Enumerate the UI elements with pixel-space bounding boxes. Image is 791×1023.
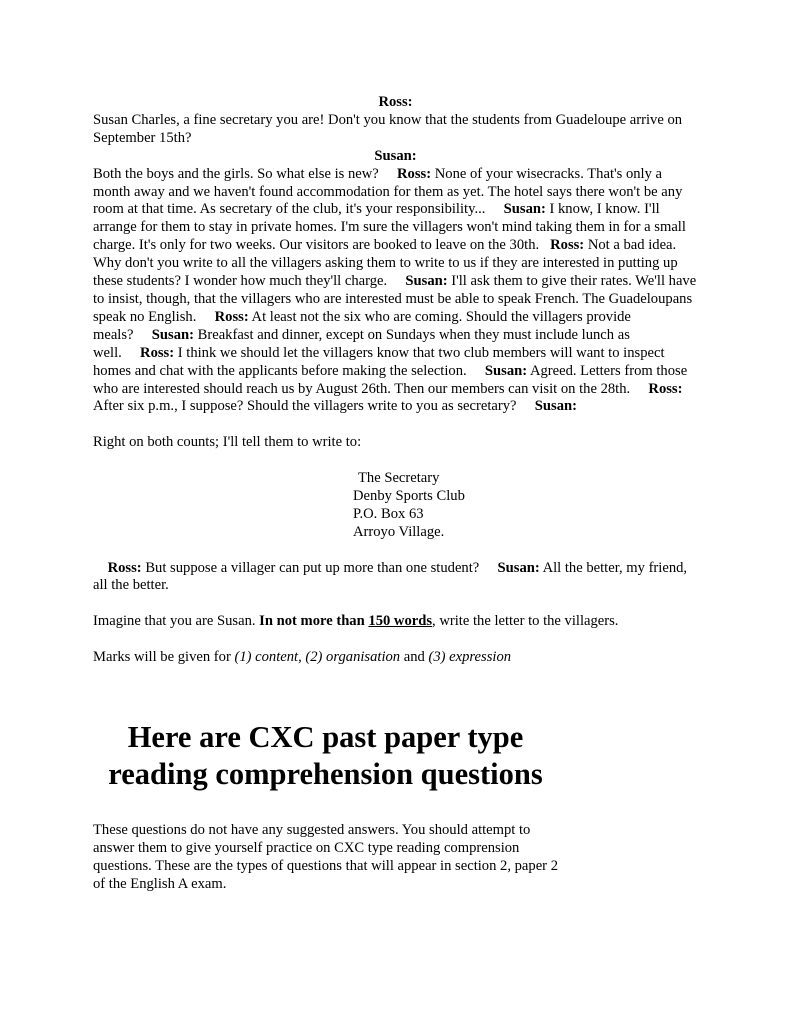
address-line: Arroyo Village. <box>353 523 445 540</box>
dialog-text: Not a bad idea. Why don't you write to all the villagers asking them to write to us if they are interested in putting up these students? I wonder how much they'll charge. <box>93 237 678 290</box>
intro-paragraph: These questions do not have any suggested answers. You should attempt to answer them to give yourself practice on CXC type reading comprension questions. These are the types of questions that will appear in section 2, paper 2 of the English A exam. <box>93 821 558 892</box>
speaker-label-ross: Ross: <box>378 94 413 110</box>
marks-text: and <box>403 649 425 666</box>
dialog-text: But suppose a villager can put up more than one student? <box>145 559 480 576</box>
speaker-label-susan: Susan: <box>374 147 417 164</box>
marks-criteria: (3) expression <box>428 649 512 666</box>
dialog-text: I think we should let the villagers know that two club members will want to inspect homes and chat with the applicants before making the selection. <box>93 344 665 379</box>
dialog-paragraph <box>93 166 698 417</box>
address-line: The Secretary <box>358 470 440 486</box>
speaker-ross: Ross: <box>140 344 175 361</box>
dialog-line-susan: Right on both counts; I'll tell them to write to: <box>93 434 362 451</box>
section-heading <box>93 719 698 793</box>
speaker-susan: Susan: <box>151 326 194 343</box>
dialog-text: None of your wisecracks. That's only a month away and we haven't found accommodation for them as yet. The hotel says there won't be any room at that time. As secretary of the club, it's your responsibility... <box>93 165 683 218</box>
speaker-susan: Susan: <box>534 398 577 415</box>
marks-criteria: (1) content, (2) organisation <box>234 649 401 666</box>
task-text: , write the letter to the villagers. <box>432 613 619 630</box>
address-block <box>353 470 698 542</box>
dialog-text: At least not the six who are coming. Should the villagers provide meals? <box>93 308 631 343</box>
speaker-ross: Ross: <box>214 308 249 325</box>
document-page <box>93 94 698 894</box>
dialog-text: Breakfast and dinner, except on Sundays when they must include lunch as well. <box>93 326 630 361</box>
speaker-ross: Ross: <box>107 559 142 576</box>
dialog-line-ross: Susan Charles, a fine secretary you are! Don't you know that the students from Guadeloupe arrive on September 15th? <box>93 111 683 146</box>
speaker-ross: Ross: <box>648 380 683 397</box>
marks-text: Marks will be given for <box>93 649 231 666</box>
address-line: Denby Sports Club <box>353 487 465 504</box>
speaker-ross: Ross: <box>550 237 585 254</box>
speaker-susan: Susan: <box>497 559 540 576</box>
speaker-susan: Susan: <box>484 362 528 379</box>
dialog-text: I'll ask them to give their rates. We'll have to insist, though, that the villagers who are interested must be able to speak French. The Guadeloupans speak no English. <box>93 273 697 325</box>
speaker-ross: Ross: <box>397 165 432 182</box>
task-text: Imagine that you are Susan. <box>93 613 256 630</box>
task-bold-text: In not more than <box>259 613 365 630</box>
heading-line: Here are CXC past paper type <box>127 719 524 754</box>
dialog-text: After six p.m., I suppose? Should the villagers write to you as secretary? <box>93 398 517 415</box>
speaker-susan: Susan: <box>405 273 448 290</box>
address-line: P.O. Box 63 <box>353 505 424 522</box>
dialog-text: All the better, my friend, all the better. <box>93 559 688 594</box>
dialog-paragraph-final <box>93 560 698 596</box>
word-limit: 150 words <box>368 613 433 630</box>
dialog-text: I know, I know. I'll arrange for them to stay in private homes. I'm sure the villagers won't mind taking them in for a small charge. It's only for two weeks. Our visitors are booked to leave on the 30th. <box>93 201 686 254</box>
dialog-text: Agreed. Letters from those who are interested should reach us by August 26th. Then our members can visit on the 28th. <box>93 362 688 397</box>
marks-note <box>93 649 698 667</box>
speaker-susan: Susan: <box>503 201 546 218</box>
task-instruction <box>93 613 698 631</box>
dialog-text: Both the boys and the girls. So what else is new? <box>93 165 379 182</box>
heading-line: reading comprehension questions <box>108 756 543 791</box>
